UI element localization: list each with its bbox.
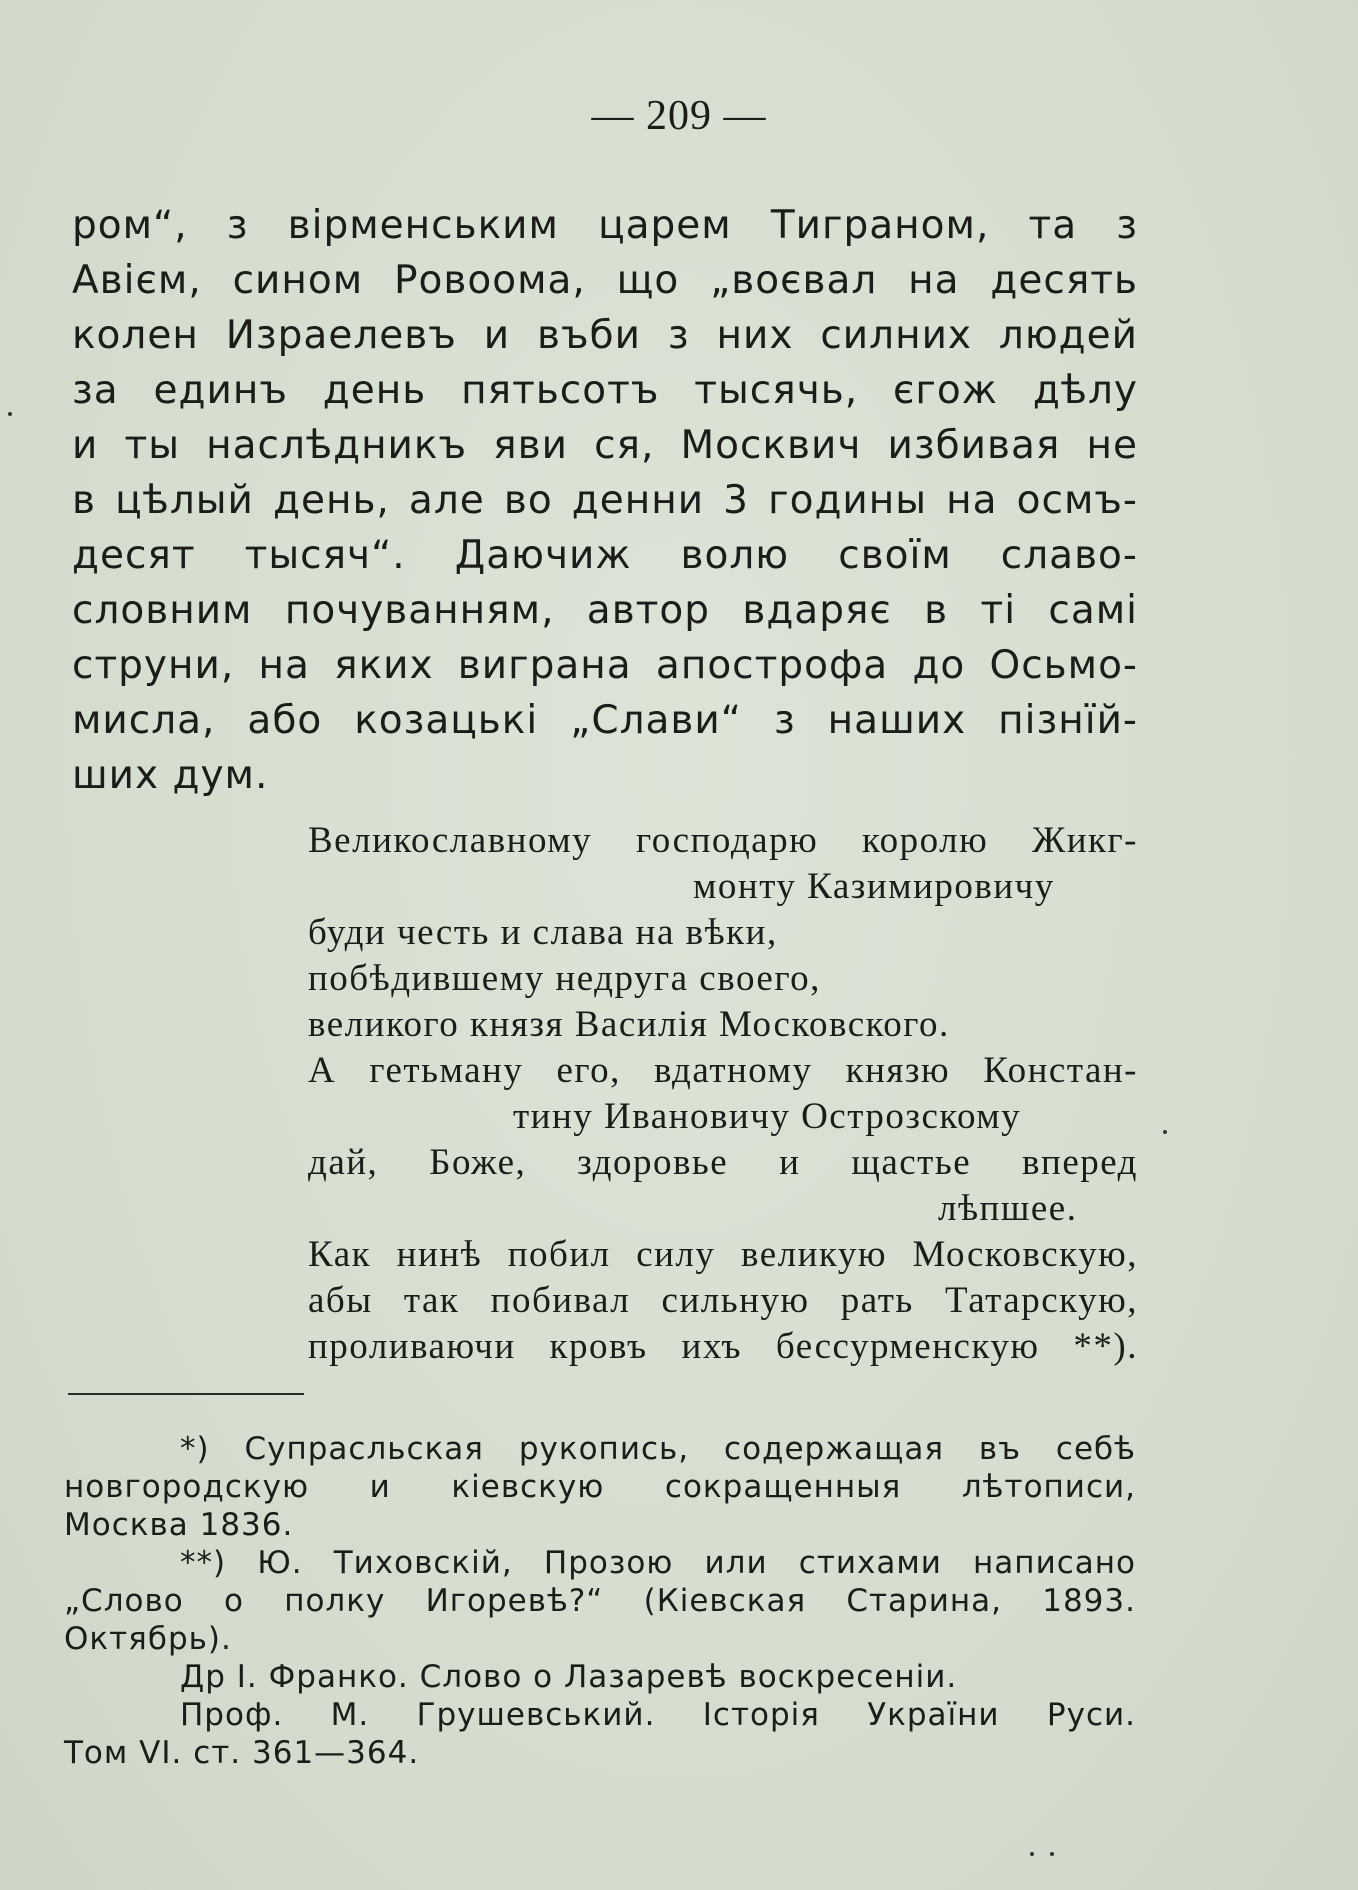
quoted-verse xyxy=(308,818,1138,1370)
paragraph-line: колен Израелевъ и въби з них силних людей xyxy=(72,313,1138,358)
verse-line: дай, Боже, здоровье и щастье вперед xyxy=(308,1142,1138,1183)
paragraph-line: десят тысяч“. Даючиж волю своїм славо- xyxy=(72,533,1138,578)
paragraph-line: струни, на яких виграна апострофа до Осьмо- xyxy=(72,643,1138,688)
verse-line: побѣдившему недруга своего, xyxy=(308,958,821,999)
page-number: — 209 — xyxy=(591,93,767,139)
footnote-line: Октябрь). xyxy=(64,1621,232,1657)
footnote-line: **) Ю. Тиховскій, Прозою или стихами написано xyxy=(180,1545,1136,1581)
verse-line: буди честь и слава на вѣки, xyxy=(308,912,778,953)
print-speck xyxy=(8,412,12,416)
footnote-line: новгородскую и кіевскую сокращенныя лѣтописи, xyxy=(64,1469,1136,1505)
verse-line: абы так побивал сильную рать Татарскую, xyxy=(308,1280,1138,1321)
footnote-line: *) Супрасльская рукопись, содержащая въ себѣ xyxy=(180,1431,1136,1467)
verse-line: великого князя Василія Московского. xyxy=(308,1004,950,1045)
paragraph-line: словним почуванням, автор вдаряє в ті самі xyxy=(72,588,1138,633)
paragraph-line: ших дум. xyxy=(72,753,269,798)
verse-line: монту Казимировичу xyxy=(693,866,1055,907)
paragraph-line: за единъ день пятьсотъ тысячь, єгож дѣлу xyxy=(72,368,1138,413)
footnote-line: Москва 1836. xyxy=(64,1507,294,1543)
footnote-divider xyxy=(68,1393,304,1395)
footnote-line: Проф. М. Грушевський. Історія України Руси. xyxy=(180,1697,1136,1733)
verse-line: тину Ивановичу Острозскому xyxy=(513,1096,1022,1137)
paragraph-line: в цѣлый день, але во денни 3 годины на осмъ- xyxy=(72,478,1138,523)
paragraph-line: и ты наслѣдникъ яви ся, Москвич избивая не xyxy=(72,423,1138,468)
print-speck xyxy=(1050,1852,1054,1856)
verse-line: Как нинѣ побил силу великую Московскую, xyxy=(308,1234,1138,1275)
paragraph-line: мисла, або козацькі „Слави“ з наших пізнїй- xyxy=(72,698,1138,743)
print-speck xyxy=(1163,1130,1167,1134)
paragraph-line: ром“, з вірменським царем Тиграном, та з xyxy=(72,203,1138,248)
footnote-line: „Слово о полку Игоревѣ?“ (Кіевская Старина, 1893. xyxy=(64,1583,1136,1619)
verse-line: А гетьману его, вдатному князю Констан- xyxy=(308,1050,1138,1091)
verse-line: лѣпшее. xyxy=(938,1188,1078,1229)
verse-line: проливаючи кровъ ихъ бессурменскую **). xyxy=(308,1326,1138,1367)
print-speck xyxy=(1030,1852,1034,1856)
verse-line: Великославному господарю королю Жикг- xyxy=(308,820,1138,861)
footnote-line: Др І. Франко. Слово о Лазаревѣ воскресеніи. xyxy=(180,1659,958,1695)
paragraph-line: Авієм, сином Ровоома, що „воєвал на десять xyxy=(72,258,1138,303)
footnotes xyxy=(64,1430,1136,1772)
footnote-line: Том VI. ст. 361—364. xyxy=(64,1735,420,1771)
main-paragraph xyxy=(72,198,1138,803)
